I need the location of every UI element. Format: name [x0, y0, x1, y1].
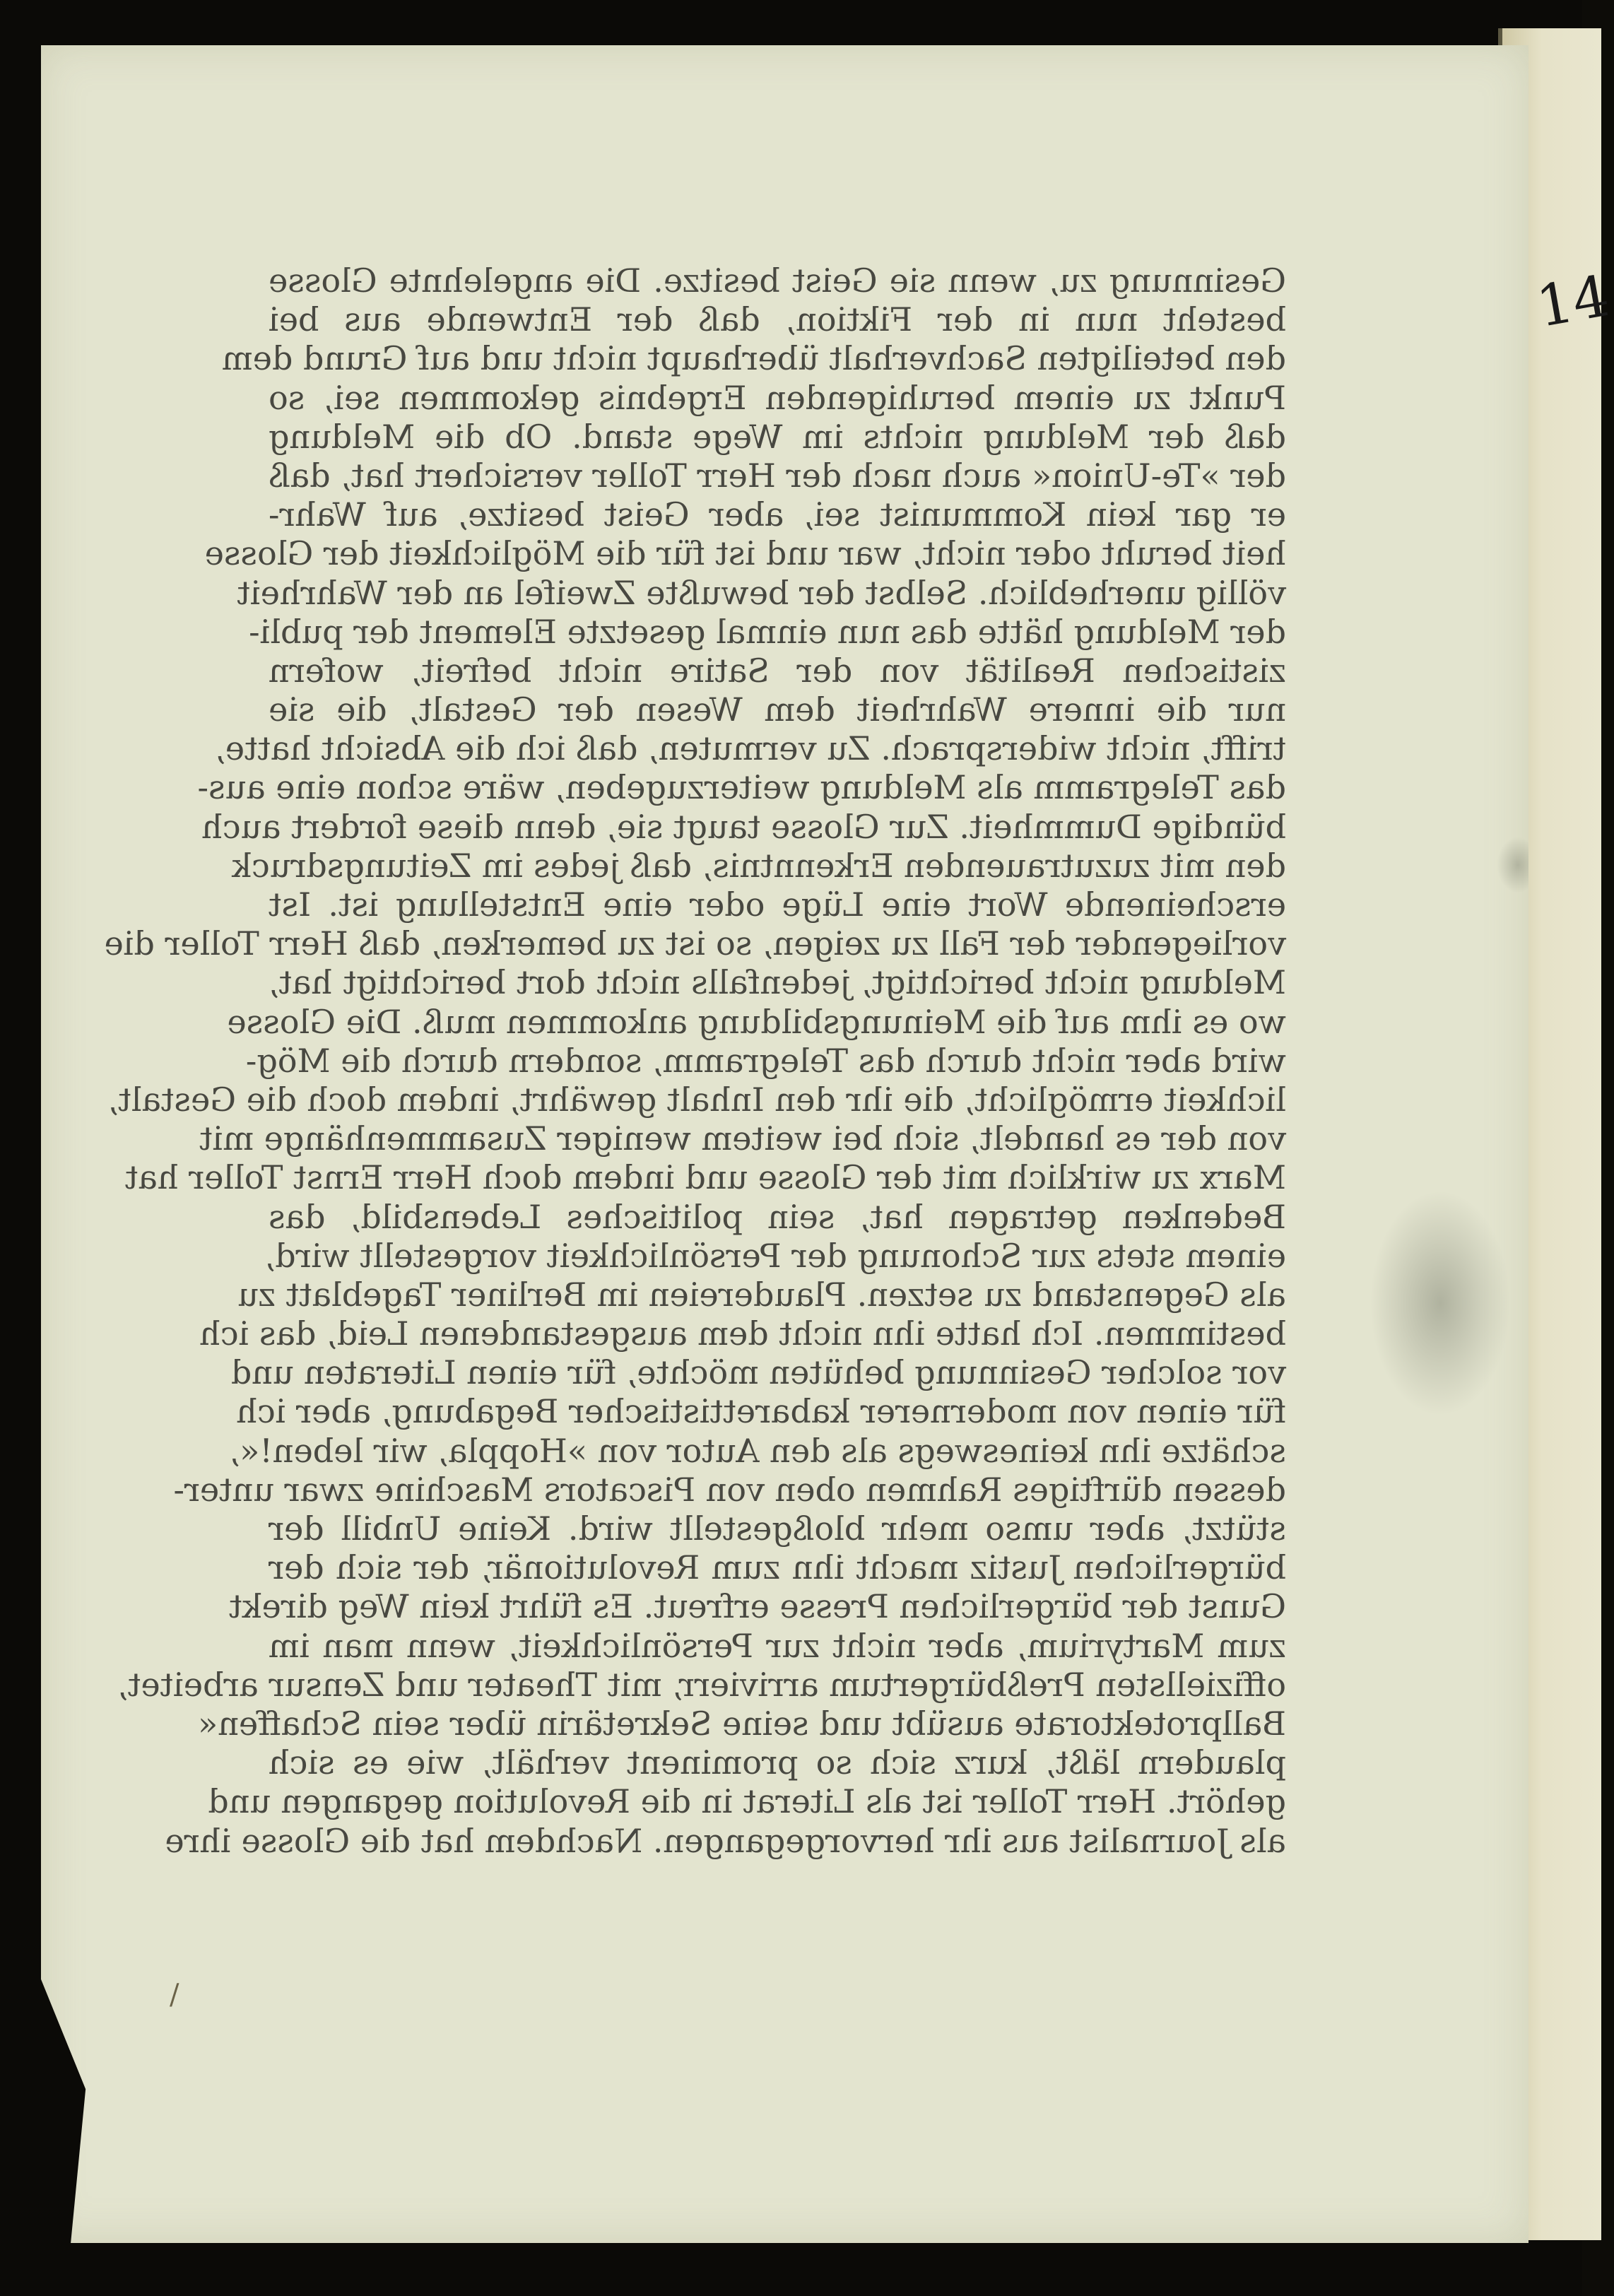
- text-line: bündige Dummheit. Zur Glosse taugt sie, denn diese fordert auch: [201, 807, 1286, 846]
- text-line: vorliegender der Fall zu zeigen, so ist zu bemerken, daß Herr Toller die: [104, 924, 1286, 963]
- text-line: besteht nun in der Fiktion, daß der Entwende aus bei: [269, 300, 1286, 339]
- text-line: für einen von modernerer kabarettistischer Begabung, aber ich: [236, 1392, 1286, 1431]
- text-line: das Telegramm als Meldung weiterzugeben, wäre schon eine aus-: [197, 768, 1286, 807]
- text-line: völlig unerheblich. Selbst der bewußte Zweifel an der Wahrheit: [237, 573, 1286, 612]
- text-line: Marx zu wirklich mit der Glosse und indem doch Herr Ernst Toller hat: [124, 1158, 1286, 1197]
- text-line: der »Te-Union« auch nach der Herr Toller versichert hat, daß: [269, 456, 1286, 495]
- text-line: nur die innere Wahrheit dem Wesen der Gestalt, die sie: [269, 690, 1286, 729]
- text-line: plaudern läßt, kurz sich so prominent verhält, wie es sich: [269, 1743, 1286, 1782]
- text-line: gehört. Herr Toller ist als Literat in die Revolution gegangen und: [208, 1782, 1286, 1821]
- text-line: Gunst der bürgerlichen Presse erfreut. Es führt kein Weg direkt: [229, 1587, 1286, 1626]
- text-line: zum Martyrium, aber nicht zur Persönlichkeit, wenn man im: [269, 1626, 1286, 1665]
- text-line: als Gegenstand zu setzen. Plaudereien im Berliner Tageblatt zu: [237, 1275, 1286, 1314]
- text-line: den mit zuzutrauenden Erkenntnis, daß jedes im Zeitungsdruck: [232, 846, 1286, 885]
- text-line: Gesinnung zu, wenn sie Geist besitze. Die angelehnte Glosse: [269, 261, 1286, 300]
- text-line: als Journalist aus ihr hervorgegangen. Nachdem hat die Glosse ihre: [165, 1821, 1286, 1860]
- text-line: er gar kein Kommunist sei, aber Geist besitze, auf Wahr-: [269, 495, 1286, 534]
- text-line: Meldung nicht berichtigt, jedenfalls nicht dort berichtigt hat,: [269, 963, 1286, 1002]
- text-line: vor solcher Gesinnung behüten möchte, für einen Literaten und: [230, 1353, 1286, 1392]
- text-line: trifft, nicht widersprach. Zu vermuten, daß ich die Absicht hatte,: [215, 729, 1286, 768]
- mirrored-bleedthrough-text: [104, 261, 1286, 1861]
- text-line: den beteiligten Sachverhalt überhaupt nicht und auf Grund dem: [222, 339, 1286, 378]
- margin-tick: /: [170, 1979, 179, 2011]
- text-line: daß der Meldung nichts im Wege stand. Ob die Meldung: [269, 417, 1286, 456]
- text-line: einem stets zur Schonung der Persönlichkeit vorgestellt wird,: [264, 1236, 1286, 1275]
- text-line: lichkeit ermöglicht, die ihr den Inhalt gewährt, indem doch die Gestalt,: [107, 1080, 1286, 1119]
- text-line: Ballprotektorate ausübt und seine Sekretärin über sein Schaffen«: [198, 1704, 1286, 1743]
- text-line: dessen dürftiges Rahmen oben von Piscators Maschine zwar unter-: [173, 1470, 1286, 1509]
- text-line: der Meldung hätte das nun einmal gesetzte Element der publi-: [249, 612, 1286, 651]
- text-line: wo es ihm auf die Meinungsbildung ankommen muß. Die Glosse: [227, 1002, 1286, 1041]
- text-line: offiziellsten Preßbürgertum arrivierr, mit Theater und Zensur arbeitet,: [117, 1665, 1286, 1704]
- text-line: wird aber nicht durch das Telegramm, sondern durch die Mög-: [245, 1041, 1286, 1080]
- page-stain: [1369, 1190, 1511, 1416]
- text-line: Bedenken getragen hat, sein politisches Lebensbild, das: [269, 1197, 1286, 1236]
- text-line: heit beruht oder nicht, war und ist für die Möglichkeit der Glosse: [204, 534, 1286, 573]
- text-line: stützt, aber umso mehr bloßgestellt wird. Keine Unbill der: [269, 1509, 1286, 1548]
- text-line: bestimmen. Ich hatte ihn nicht dem ausgestandenen Leid, das ich: [199, 1314, 1286, 1353]
- text-line: Punkt zu einem beruhigenden Ergebnis gekommen sei, so: [269, 378, 1286, 417]
- text-line: von der es handelt, sich bei weitem weniger Zusammenhänge mit: [199, 1119, 1286, 1158]
- text-line: zistischen Realität von der Satire nicht befreit, wofern: [269, 651, 1286, 690]
- text-line: schätze ihn keineswegs als den Autor von »Hoppla, wir leben!«,: [229, 1431, 1286, 1470]
- handwritten-page-number: 14: [1531, 262, 1614, 341]
- text-line: bürgerlichen Justiz macht ihn zum Revolutionär, der sich der: [269, 1548, 1286, 1587]
- text-line: erscheinende Wort eine Lüge oder eine Entstellung ist. Ist: [269, 885, 1286, 924]
